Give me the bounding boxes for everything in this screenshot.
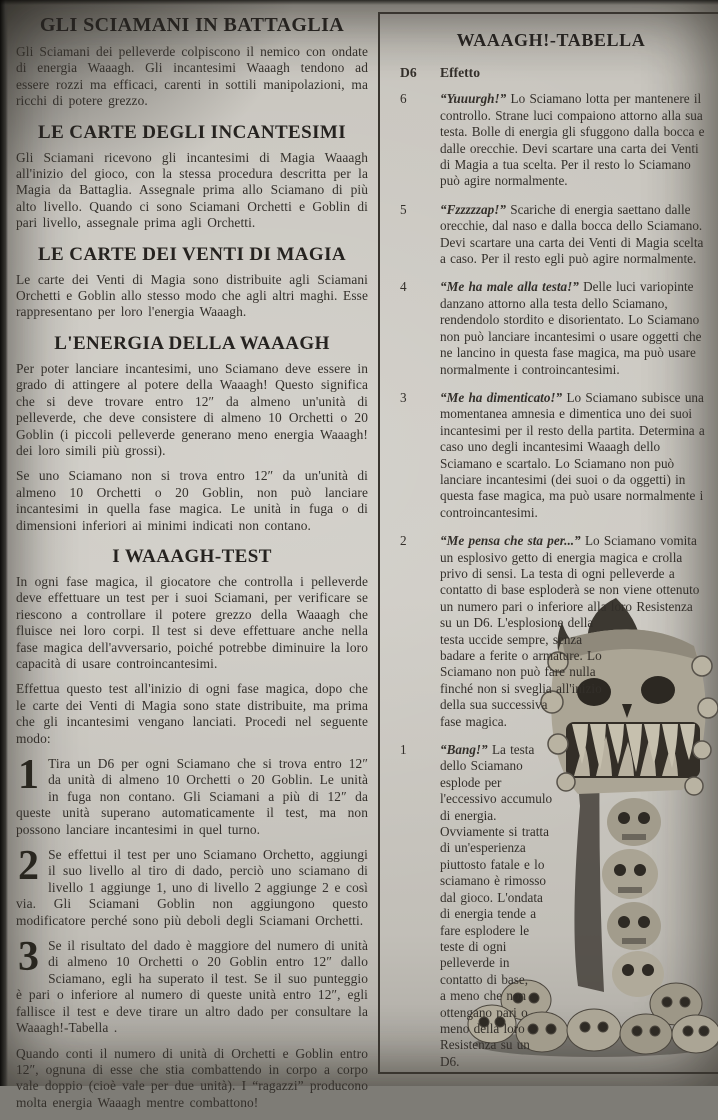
- numbered-step-3: [16, 934, 368, 1036]
- effect-quote: “Me pensa che sta per...”: [440, 533, 581, 549]
- column-header-d6: D6: [400, 65, 417, 80]
- page-title: GLI SCIAMANI IN BATTAGLIA: [39, 14, 345, 36]
- section-heading-incantesimi: LE CARTE DEGLI INCANTESIMI: [38, 121, 346, 143]
- effect-text: Delle luci variopinte danzano attorno alla testa dello Sciamano, rendendolo stordito e disorientato. Lo Sciamano non può lanciare incantesimi o usare oggetti che ne lancino in questa fase magica, ma può usare normalmente i controincantesimi.: [440, 279, 702, 377]
- intro-paragraph: Gli Sciamani dei pelleverde colpiscono il nemico con ondate di energia Waaagh. Gli incantesimi Waaagh tendono ad essere rozzi ma efficaci, carenti in sottili manipolazioni, ma ricchi di potere grezzo.: [16, 44, 368, 109]
- page-top-edge-shadow: [0, 0, 718, 5]
- numbered-step-2: [16, 843, 368, 929]
- table-row-4: [394, 279, 708, 377]
- section-paragraph: Gli Sciamani ricevono gli incantesimi di Magia Waaagh all'inizio del gioco, con la stessa procedura descritta per la Magia da Battaglia. Assegnale prima allo Sciamano di più alto livello. Quando ci sono Sciamani Orchetti e Goblin di pari livello, assegnale prima agli Orchetti.: [16, 149, 368, 231]
- effect-quote: “Yuuurgh!”: [440, 91, 507, 107]
- illustration-wrap-spacer: [616, 615, 708, 711]
- effect-quote: “Fzzzzzap!”: [440, 201, 506, 217]
- effect-text: Lo Sciamano subisce una momentanea amnesia e dimentica uno dei suoi incantesimi per il resto della partita. Determina a caso uno degli incantesimi Waaagh dello Sciamano e scartalo. Lo Sciamano non può lanciare incantesimi (dei suoi o da oggetti) in questa fase magica, ma può usare normalmente i controincantesimi.: [440, 389, 705, 520]
- table-row-2: [394, 533, 708, 730]
- section-paragraph: Le carte dei Venti di Magia sono distribuite agli Sciamani Orchetti e Goblin allo stesso modo che agli altri maghi. Esse rappresentano per loro l'energia Waaagh.: [16, 271, 368, 320]
- effect-text: Lo Sciamano vomita un esplosivo getto di energia magica e crolla privo di sensi. La testa di ogni pelleverde a contatto di base esploderà se non viene ottenuto un numero pari o inferiore alla loro Resistenza su un D6. L'esplosione della: [440, 533, 700, 631]
- effect-quote: “Bang!”: [440, 742, 488, 758]
- section-paragraph: Effettua questo test all'inizio di ogni fase magica, dopo che le carte dei Venti di Magia sono state distribuite, ma prima che gli incantesimi vengano lanciati. Procedi nel seguente modo:: [16, 681, 368, 746]
- table-row-1: [394, 742, 708, 1070]
- effect-quote: “Me ha dimenticato!”: [440, 389, 563, 405]
- table-header-row: [394, 65, 708, 81]
- step-number: 2: [18, 843, 40, 890]
- section-heading-venti-di-magia: LE CARTE DEI VENTI DI MAGIA: [37, 243, 347, 265]
- effect-text: La testa dello Sciamano esplode per l'eccessivo accumulo di energia. Ovviamente si tratta di un'esperienza piuttosto fatale e lo sciamano è rimosso dal gioco. L'ondata di energia tende a fare esplodere le teste di ogni pelleverde in contatto di base, a meno che non ottengano pari o meno della loro Resistenza su un D6.: [440, 742, 553, 1069]
- step-number: 3: [18, 934, 40, 981]
- die-result: 4: [400, 279, 407, 295]
- effect-text: Scariche di energia saettano dalle orecchie, dal naso e dalla bocca dello Sciamano. Devi scartare una carta dei Venti di Magia scelta a caso. Per il resto egli può agire normalmente.: [440, 201, 704, 267]
- table-row-5: [394, 202, 708, 268]
- die-result: 2: [400, 533, 407, 549]
- outro-paragraph: Quando conti il numero di unità di Orchetti e Goblin entro 12″, ognuna di esse che stia combattendo in corpo a corpo vale doppio (cioè vale per due unità). I “ragazzi” producono molta energia Waaagh mentre combattono!: [16, 1045, 368, 1110]
- waaagh-table-box: [378, 12, 718, 1074]
- section-heading-energia-waaagh: L'ENERGIA DELLA WAAAGH: [54, 332, 330, 354]
- left-column: [16, 8, 368, 1120]
- step-text: Se effettui il test per uno Sciamano Orchetto, aggiungi il suo livello al tiro di dado, perciò uno sciamano di livello 1 aggiunge 1, uno di livello 2 aggiunge 2 e così via. Gli Sciamani Goblin non aggiungono questo modificatore perché sono più deboli degli Sciamani Orchetti.: [16, 847, 368, 928]
- book-spine-shadow: [0, 0, 8, 1086]
- table-row-6: [394, 91, 708, 189]
- effect-text: testa uccide sempre, senza badare a ferite o armature. Lo Sciamano non può fare nulla finché non si sveglia all'inizio della sua successiva fase magica.: [440, 631, 602, 729]
- step-text: Tira un D6 per ogni Sciamano che si trova entro 12″ da unità di almeno 10 Orchetti o 20 Goblin. Le unità in fuga non contano. Gli Sciamani a più di 12″ da queste unità superano automaticamente il test, ma non possono lanciare incantesimi in quel turno.: [16, 756, 368, 837]
- step-text: Se il risultato del dado è maggiore del numero di unità di almeno 10 Orchetti o 20 Goblin entro 12″ dallo Sciamano, egli ha superato il test. Se il suo punteggio è pari o inferiore al numero di queste unità entro 12″, egli fallisce il test e deve tirare un altro dado per consultare la Waaagh!-Tabella .: [16, 938, 368, 1036]
- effect-text: Lo Sciamano lotta per mantenere il controllo. Strane luci compaiono attorno alla sua testa. Bolle di energia gli sfuggono dalla bocca e dalle orecchie. Devi scartare una carta dei Venti di Magia a tua scelta. Per il resto lo Sciamano può agire normalmente.: [440, 91, 705, 189]
- table-title: WAAAGH!-TABELLA: [456, 30, 646, 50]
- die-result: 5: [400, 201, 407, 217]
- numbered-step-1: [16, 752, 368, 838]
- section-heading-waaagh-test: I WAAAGH-TEST: [112, 545, 272, 567]
- die-result: 1: [400, 742, 407, 758]
- column-header-effetto: Effetto: [440, 65, 481, 80]
- section-paragraph: In ogni fase magica, il giocatore che controlla i pelleverde deve effettuare un test per i suoi Sciamani, per verificare se riescono a controllare il potere grezzo della Waaagh che fluisce nei loro corpi. Il test si deve effettuare anche nella fase magica dell'avversario, poiché potrebbe diminuire la loro capacità di usare controincantesimi.: [16, 573, 368, 671]
- die-result: 6: [400, 91, 407, 107]
- section-paragraph: Se uno Sciamano non si trova entro 12″ da un'unità di almeno 10 Orchetti o 20 Goblin, non può lanciare incantesimi in quella fase magica. Le unità in fuga o di dimensioni inferiori ai minimi indicati non contano.: [16, 468, 368, 533]
- table-row-3: [394, 390, 708, 521]
- die-result: 3: [400, 389, 407, 405]
- section-paragraph: Per poter lanciare incantesimi, uno Sciamano deve essere in grado di attingere al potere della Waaagh! Questo significa che si deve trovare entro 12″ da almeno un'unità di pelleverde, che deve consistere di almeno 10 Orchetti o 20 Goblin (i piccoli pelleverde generano meno energia Waaagh! dei loro simili più grossi).: [16, 360, 368, 458]
- step-number: 1: [18, 752, 40, 798]
- effect-quote: “Me ha male alla testa!”: [440, 279, 579, 295]
